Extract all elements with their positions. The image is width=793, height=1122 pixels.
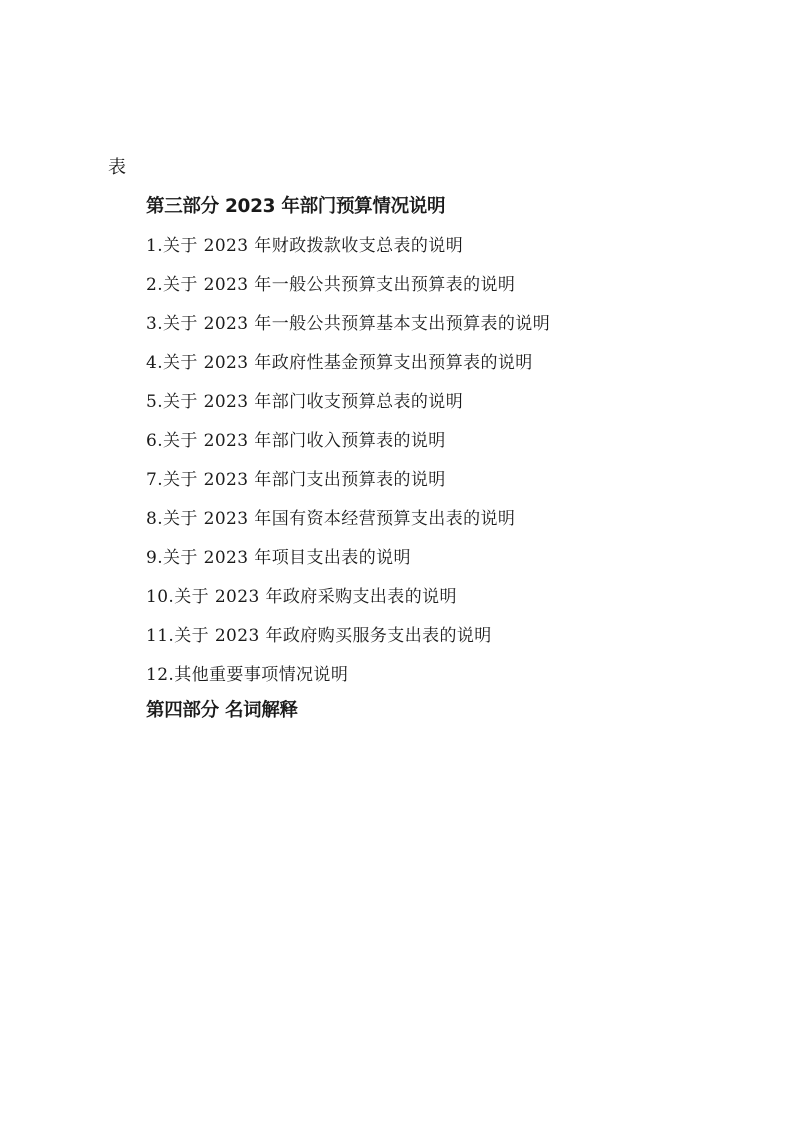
toc-item: 7.关于 2023 年部门支出预算表的说明 [146, 470, 446, 490]
previous-line-fragment: 表 [108, 157, 126, 178]
toc-item: 8.关于 2023 年国有资本经营预算支出表的说明 [146, 509, 516, 529]
part4-heading: 第四部分 名词解释 [146, 700, 298, 721]
toc-item: 1.关于 2023 年财政拨款收支总表的说明 [146, 236, 464, 256]
toc-item: 4.关于 2023 年政府性基金预算支出预算表的说明 [146, 353, 533, 373]
toc-item: 3.关于 2023 年一般公共预算基本支出预算表的说明 [146, 314, 551, 334]
toc-item: 9.关于 2023 年项目支出表的说明 [146, 548, 411, 568]
toc-item: 11.关于 2023 年政府购买服务支出表的说明 [146, 626, 492, 646]
part3-toc-list [146, 233, 550, 701]
part3-heading: 第三部分 2023 年部门预算情况说明 [146, 196, 446, 217]
toc-item: 6.关于 2023 年部门收入预算表的说明 [146, 431, 446, 451]
toc-item: 12.其他重要事项情况说明 [146, 665, 349, 685]
toc-item: 5.关于 2023 年部门收支预算总表的说明 [146, 392, 464, 412]
toc-item: 10.关于 2023 年政府采购支出表的说明 [146, 587, 457, 607]
toc-item: 2.关于 2023 年一般公共预算支出预算表的说明 [146, 275, 516, 295]
